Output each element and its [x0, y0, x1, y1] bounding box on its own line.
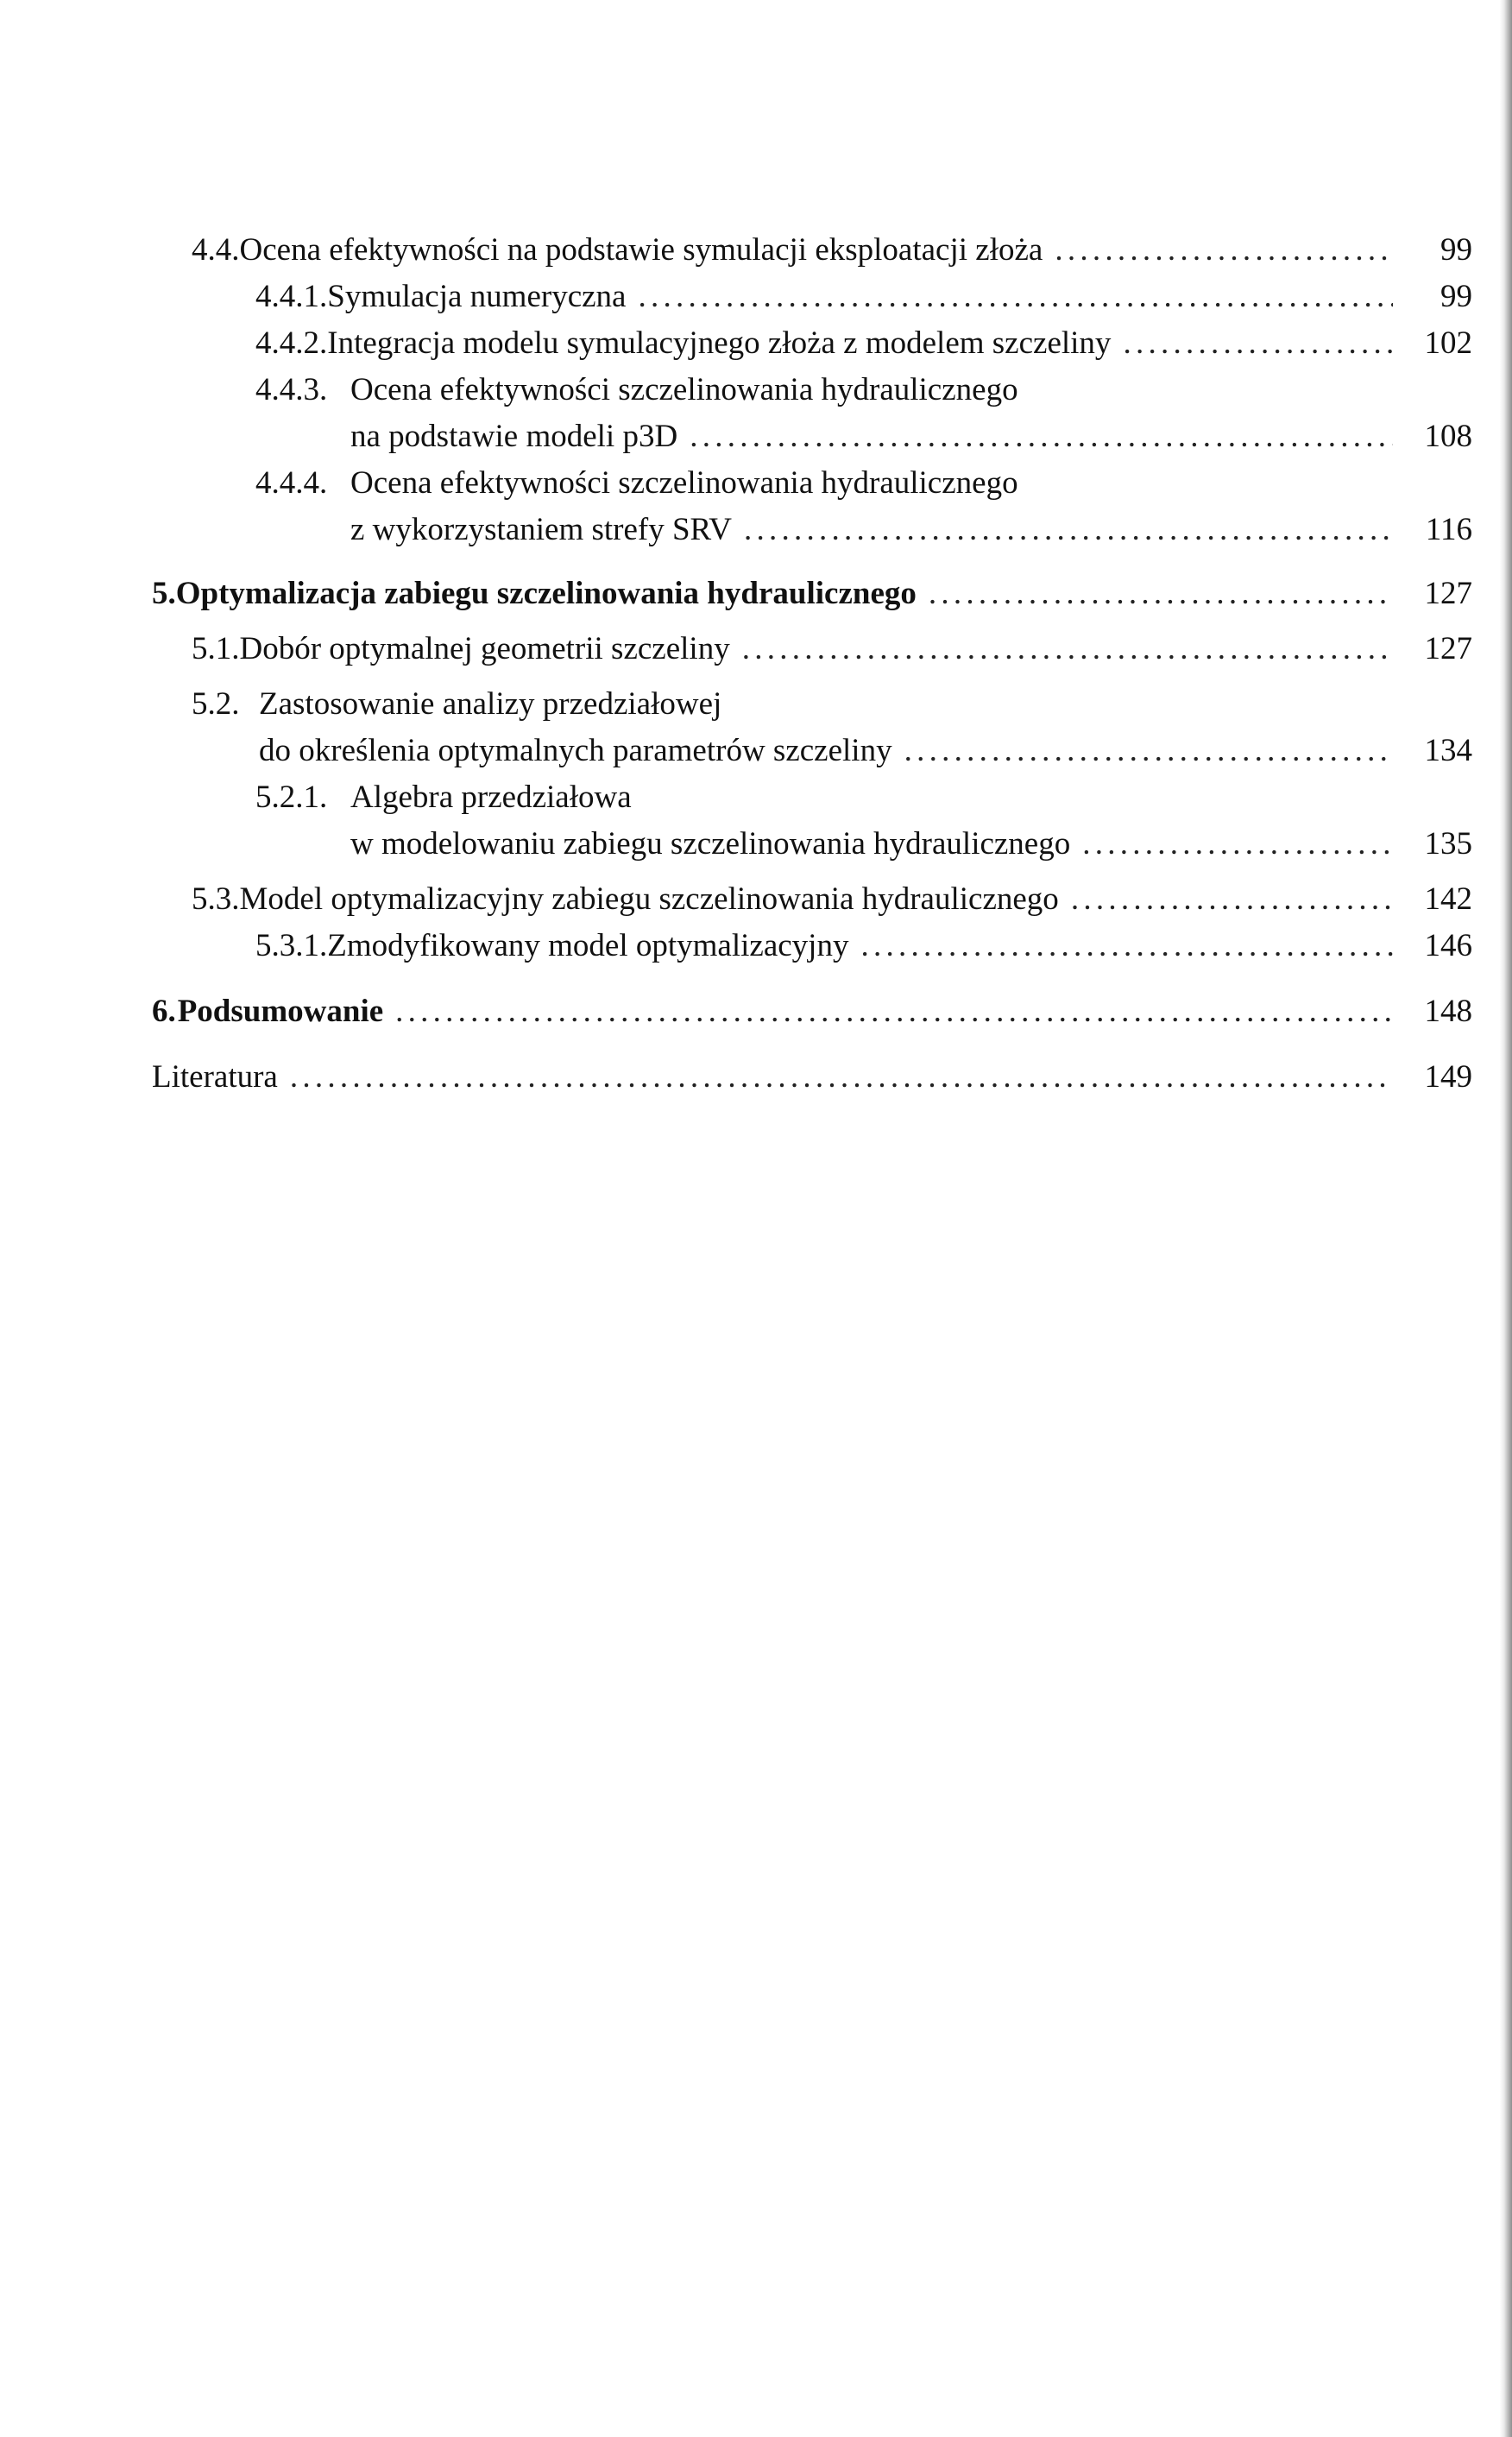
toc-entry-number: 5. [152, 576, 176, 611]
toc-chapter-6 [152, 993, 1472, 1031]
toc-entry-number: 5.2.1. [255, 780, 328, 815]
toc-entry-page: 148 [1424, 994, 1472, 1029]
toc-entry-page: 135 [1424, 826, 1472, 862]
toc-entry-5-3-1 [255, 927, 1472, 965]
dot-leader [677, 418, 1393, 456]
toc-entry-4-4-1 [255, 278, 1472, 316]
toc-entry-4-4-4-continued [350, 511, 1472, 549]
toc-entry-number: 4.4.4. [255, 465, 328, 501]
toc-entry-number: 5.1. [192, 631, 240, 666]
toc-entry-number: 5.3.1. [255, 928, 328, 963]
dot-leader [626, 278, 1393, 316]
toc-entry-page: 146 [1424, 928, 1472, 963]
toc-entry-4-4-3-continued [350, 418, 1472, 456]
toc-entry-4-4-4 [255, 464, 1472, 502]
dot-leader [917, 575, 1393, 613]
dot-leader [1070, 825, 1393, 863]
dot-leader [1111, 325, 1393, 363]
toc-entry-page: 142 [1424, 881, 1472, 917]
toc-entry-number: 4.4. [192, 232, 240, 268]
toc-entry-page: 116 [1425, 512, 1472, 547]
toc-entry-page: 102 [1424, 325, 1472, 361]
toc-entry-title: Zmodyfikowany model optymalizacyjny [327, 928, 849, 963]
dot-leader [1059, 881, 1393, 919]
toc-entry-title: z wykorzystaniem strefy SRV [350, 512, 732, 547]
toc-entry-page: 99 [1440, 232, 1472, 268]
toc-entry-title: Literatura [152, 1059, 278, 1095]
toc-entry-title: Integracja modelu symulacyjnego złoża z modelem szczeliny [327, 325, 1112, 361]
toc-entry-5-2 [192, 685, 1472, 723]
toc-entry-5-1 [192, 630, 1472, 668]
toc-entry-title: Algebra przedziałowa [350, 780, 632, 815]
toc-entry-4-4 [192, 231, 1472, 269]
toc-entry-4-4-2 [255, 325, 1472, 363]
toc-entry-title: na podstawie modeli p3D [350, 419, 678, 454]
toc-entry-number: 5.2. [192, 686, 240, 722]
toc-entry-number: 6. [152, 994, 176, 1029]
toc-entry-page: 108 [1424, 419, 1472, 454]
toc-entry-title: Dobór optymalnej geometrii szczeliny [239, 631, 730, 666]
toc-entry-title: Podsumowanie [177, 994, 384, 1029]
toc-entry-5-2-1-continued [350, 825, 1472, 863]
toc-entry-title: Optymalizacja zabiegu szczelinowania hydraulicznego [175, 576, 917, 611]
toc-entry-page: 149 [1424, 1059, 1472, 1095]
dot-leader [848, 927, 1393, 965]
dot-leader [730, 630, 1393, 668]
toc-entry-number: 5.3. [192, 881, 240, 917]
toc-entry-4-4-3 [255, 371, 1472, 409]
toc-chapter-5 [152, 575, 1472, 613]
toc-entry-5-2-continued [259, 732, 1472, 770]
toc-entry-title: Ocena efektywności szczelinowania hydraulicznego [350, 465, 1018, 501]
toc-entry-5-3 [192, 881, 1472, 919]
toc-entry-title: Ocena efektywności szczelinowania hydraulicznego [350, 372, 1018, 407]
toc-entry-page: 99 [1440, 279, 1472, 314]
toc-entry-number: 4.4.3. [255, 372, 328, 407]
toc-entry-title: Ocena efektywności na podstawie symulacji eksploatacji złoża [239, 232, 1043, 268]
toc-entry-number: 4.4.2. [255, 325, 328, 361]
dot-leader [892, 732, 1393, 770]
dot-leader [383, 993, 1393, 1031]
toc-entry-number: 4.4.1. [255, 279, 328, 314]
toc-entry-title: do określenia optymalnych parametrów szczeliny [259, 733, 892, 768]
toc-entry-literatura [152, 1058, 1472, 1096]
toc-entry-title: Symulacja numeryczna [327, 279, 627, 314]
toc-entry-5-2-1 [255, 779, 1472, 817]
dot-leader [1043, 231, 1393, 269]
toc-entry-page: 127 [1424, 576, 1472, 611]
dot-leader [278, 1058, 1393, 1096]
toc-entry-page: 127 [1424, 631, 1472, 666]
toc-entry-title: w modelowaniu zabiegu szczelinowania hydraulicznego [350, 826, 1071, 862]
dot-leader [732, 511, 1393, 549]
toc-entry-title: Zastosowanie analizy przedziałowej [259, 686, 722, 722]
toc-entry-title: Model optymalizacyjny zabiegu szczelinowania hydraulicznego [239, 881, 1059, 917]
toc-entry-page: 134 [1424, 733, 1472, 768]
